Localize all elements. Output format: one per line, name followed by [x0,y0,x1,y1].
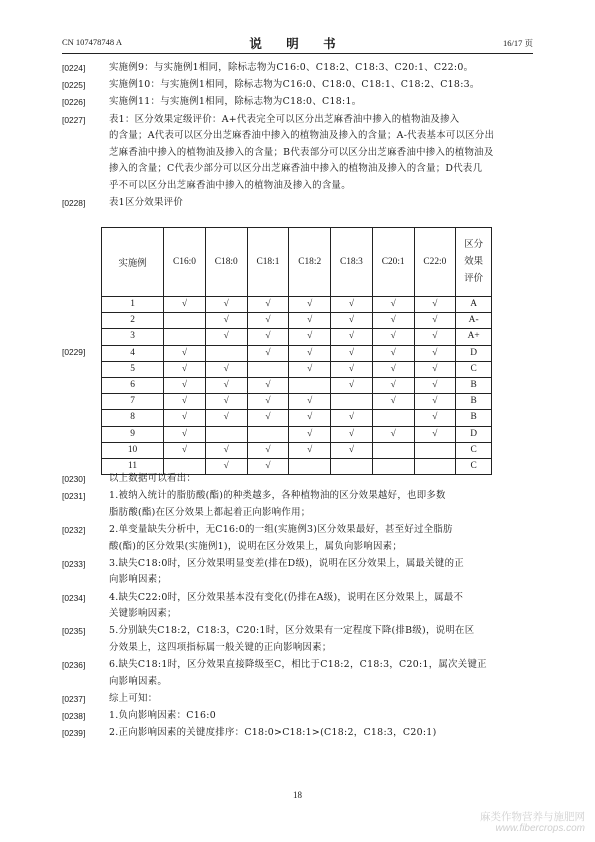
grade-header-line: 区分 [464,239,483,250]
marker-cell: √ [331,345,373,361]
marker-cell: √ [205,442,247,458]
example-id-cell: 11 [102,459,164,475]
grade-cell: B [456,410,492,426]
table-row [102,329,492,345]
paragraph-line: 酸(酯)的区分效果(实施例1)，说明在区分效果上，属负向影响因素； [109,540,402,552]
paragraph-line: 表1：区分效果定级评价：A+代表完全可以区分出芝麻香油中掺入的植物油及掺入 [109,113,460,125]
paragraph [62,691,537,708]
paragraph-line: 2.正向影响因素的关键度排序：C18:0>C18:1>(C18:2，C18:3，C20:1) [109,727,437,739]
marker-cell: √ [247,410,289,426]
table-row [102,361,492,377]
paragraph-line: 以上数据可以看出： [109,473,197,484]
paragraph-number: [0234] [62,592,86,603]
header-cell: C16:0 [164,228,206,297]
grade-cell: C [456,442,492,458]
marker-cell [414,442,456,458]
marker-cell: √ [414,297,456,313]
paragraph [62,195,537,212]
grade-cell: A [456,297,492,313]
paragraph [62,522,537,555]
table-row [102,313,492,329]
marker-cell: √ [289,394,331,410]
paragraph [62,94,537,111]
paragraph-number: [0228] [62,198,86,209]
marker-cell: √ [331,426,373,442]
table-paragraph-number: [0229] [62,347,86,357]
marker-cell: √ [205,410,247,426]
header-cell: C18:2 [289,228,331,297]
table-row [102,378,492,394]
marker-cell: √ [331,378,373,394]
example-id-cell: 1 [102,297,164,313]
marker-cell: √ [205,459,247,475]
grade-cell: B [456,378,492,394]
header-cell: C18:1 [247,228,289,297]
marker-cell: √ [164,297,206,313]
watermark-url: www.fibercrops.com [495,823,585,834]
marker-cell: √ [331,361,373,377]
paragraph-line: 6.缺失C18:1时，区分效果直接降级至C，相比于C18:2，C18:3，C20:1，属次关键正 [109,659,487,671]
paragraph-line: 芝麻香油中掺入的植物油及掺入的含量；B代表部分可以区分出芝麻香油中掺入的植物油及 [109,146,494,158]
marker-cell: √ [205,394,247,410]
marker-cell: √ [205,378,247,394]
grade-cell: A+ [456,329,492,345]
marker-cell: √ [205,313,247,329]
grade-cell: D [456,345,492,361]
paragraph-line: 向影响因素； [109,574,168,586]
marker-cell: √ [205,329,247,345]
marker-cell: √ [289,361,331,377]
header-cell: C18:3 [331,228,373,297]
marker-cell [372,442,414,458]
page-header [62,34,533,50]
marker-cell [331,394,373,410]
marker-cell: √ [289,313,331,329]
marker-cell: √ [372,394,414,410]
header-cell: C22:0 [414,228,456,297]
marker-cell: √ [372,378,414,394]
marker-cell: √ [414,394,456,410]
marker-cell: √ [205,361,247,377]
paragraph-number: [0237] [62,694,86,704]
marker-cell: √ [372,345,414,361]
paragraph-line: 关键影响因素； [109,608,177,620]
grade-header-line: 效果 [464,256,483,267]
marker-cell: √ [331,442,373,458]
grade-cell: C [456,459,492,475]
marker-cell [289,378,331,394]
table-row [102,442,492,458]
paragraph-number: [0230] [62,474,86,484]
example-id-cell: 8 [102,410,164,426]
paragraph [62,471,537,488]
paragraph-line: 的含量；A代表可以区分出芝麻香油中掺入的植物油及掺入的含量；A-代表基本可以区分出 [109,130,495,142]
document-title: 说 明 书 [249,36,346,51]
marker-cell: √ [164,361,206,377]
marker-cell: √ [247,459,289,475]
paragraph-line: 实施例10：与实施例1相同，除标志物为C16:0、C18:0、C18:1、C18:2、C18:3。 [109,79,480,91]
marker-cell: √ [372,361,414,377]
paragraph-number: [0239] [62,728,86,739]
paragraph-line: 乎不可以区分出芝麻香油中掺入的植物油及掺入的含量。 [109,179,351,191]
marker-cell [205,345,247,361]
paragraph-line: 1.负向影响因素：C16:0 [109,710,216,722]
header-cell: 实施例 [102,228,164,297]
paragraph-number: [0236] [62,660,86,671]
paragraph-number: [0238] [62,711,86,722]
paragraph [62,623,537,656]
table-body [102,297,492,475]
paragraph [62,488,537,521]
marker-cell: √ [164,345,206,361]
table-row [102,345,492,361]
marker-cell: √ [414,410,456,426]
table-row [102,426,492,442]
marker-cell: √ [414,329,456,345]
marker-cell [164,313,206,329]
paragraph [62,708,537,725]
marker-cell: √ [414,313,456,329]
paragraph [62,77,537,94]
marker-cell: √ [414,345,456,361]
marker-cell: √ [372,329,414,345]
table-row [102,410,492,426]
example-id-cell: 6 [102,378,164,394]
header-cell: C20:1 [372,228,414,297]
marker-cell: √ [247,345,289,361]
results-table [101,227,492,475]
grade-cell: A- [456,313,492,329]
marker-cell: √ [164,442,206,458]
marker-cell: √ [247,313,289,329]
example-id-cell: 2 [102,313,164,329]
patent-number: CN 107478748 A [62,37,122,47]
paragraph-line: 掺入的含量；C代表少部分可以区分出芝麻香油中掺入的植物油及掺入的含量；D代表几 [109,163,483,175]
marker-cell: √ [414,426,456,442]
marker-cell [247,361,289,377]
marker-cell [205,426,247,442]
paragraph-line: 1.被纳入统计的脂肪酸(酯)的种类越多，各种植物油的区分效果越好，也即多数 [109,490,446,502]
marker-cell: √ [247,394,289,410]
marker-cell [372,410,414,426]
watermark-text: 麻类作物营养与施肥网 [480,811,585,823]
marker-cell: √ [164,426,206,442]
example-id-cell: 3 [102,329,164,345]
marker-cell: √ [372,313,414,329]
paragraph [62,657,537,690]
marker-cell: √ [331,410,373,426]
table-row [102,297,492,313]
paragraph-line: 分效果上，这四项指标属一般关键的正向影响因素； [109,641,332,653]
paragraph [62,112,537,195]
marker-cell: √ [289,426,331,442]
marker-cell: √ [205,297,247,313]
marker-cell: √ [289,442,331,458]
marker-cell: √ [164,378,206,394]
paragraph-number: [0232] [62,525,86,535]
table-row [102,394,492,410]
example-id-cell: 4 [102,345,164,361]
grade-header-line: 评价 [464,273,483,284]
marker-cell: √ [414,378,456,394]
paragraph-line: 2.单变量缺失分析中，无C16:0的一组(实施例3)区分效果最好，甚至好过全脂肪 [109,524,453,535]
header-rule [62,53,533,54]
marker-cell: √ [164,410,206,426]
paragraph [62,556,537,589]
paragraph-number: [0225] [62,80,86,91]
example-id-cell: 5 [102,361,164,377]
marker-cell: √ [289,297,331,313]
marker-cell: √ [164,394,206,410]
marker-cell: √ [331,313,373,329]
example-id-cell: 10 [102,442,164,458]
paragraph-number: [0235] [62,626,86,637]
paragraph-line: 表1区分效果评价 [109,197,183,209]
paragraph-number: [0231] [62,491,86,502]
grade-cell: C [456,361,492,377]
page-number: 18 [293,790,302,800]
table-header-row [102,228,492,297]
marker-cell: √ [289,345,331,361]
paragraph [62,590,537,623]
marker-cell: √ [247,297,289,313]
paragraph-line: 4.缺失C22:0时，区分效果基本没有变化(仍排在A级)，说明在区分效果上，属最不 [109,591,464,603]
marker-cell [247,426,289,442]
marker-cell: √ [331,329,373,345]
paragraph-line: 3.缺失C18:0时，区分效果明显变差(排在D级)，说明在区分效果上，属最关键的正 [109,557,464,569]
paragraph-number: [0224] [62,63,86,73]
paragraph-line: 5.分别缺失C18:2，C18:3，C20:1时，区分效果有一定程度下降(排B级)，说明在区 [109,625,475,637]
paragraph-number: [0233] [62,558,86,569]
grade-cell: D [456,426,492,442]
paragraph-line: 综上可知： [109,693,158,704]
marker-cell: √ [414,361,456,377]
grade-cell: B [456,394,492,410]
header-cell: C18:0 [205,228,247,297]
example-id-cell: 9 [102,426,164,442]
marker-cell: √ [247,378,289,394]
marker-cell: √ [247,442,289,458]
paragraph [62,60,537,77]
marker-cell: √ [247,329,289,345]
paragraph-line: 向影响因素。 [109,675,168,687]
paragraph-line: 实施例9：与实施例1相同，除标志物为C16:0、C18:2、C18:3、C20:1、C22:0。 [109,62,474,73]
marker-cell: √ [372,297,414,313]
marker-cell: √ [331,297,373,313]
marker-cell: √ [289,410,331,426]
paragraph [62,725,537,742]
paragraph-line: 实施例11：与实施例1相同，除标志物为C18:0、C18:1。 [109,96,362,108]
paragraph-number: [0226] [62,97,86,108]
example-id-cell: 7 [102,394,164,410]
marker-cell: √ [289,329,331,345]
paragraph-line: 脂肪酸(酯)在区分效果上都起着正向影响作用； [109,506,311,518]
marker-cell: √ [372,426,414,442]
page-count: 16/17 页 [503,38,533,48]
paragraph-number: [0227] [62,114,86,125]
grade-header-cell [456,228,492,297]
marker-cell [164,329,206,345]
